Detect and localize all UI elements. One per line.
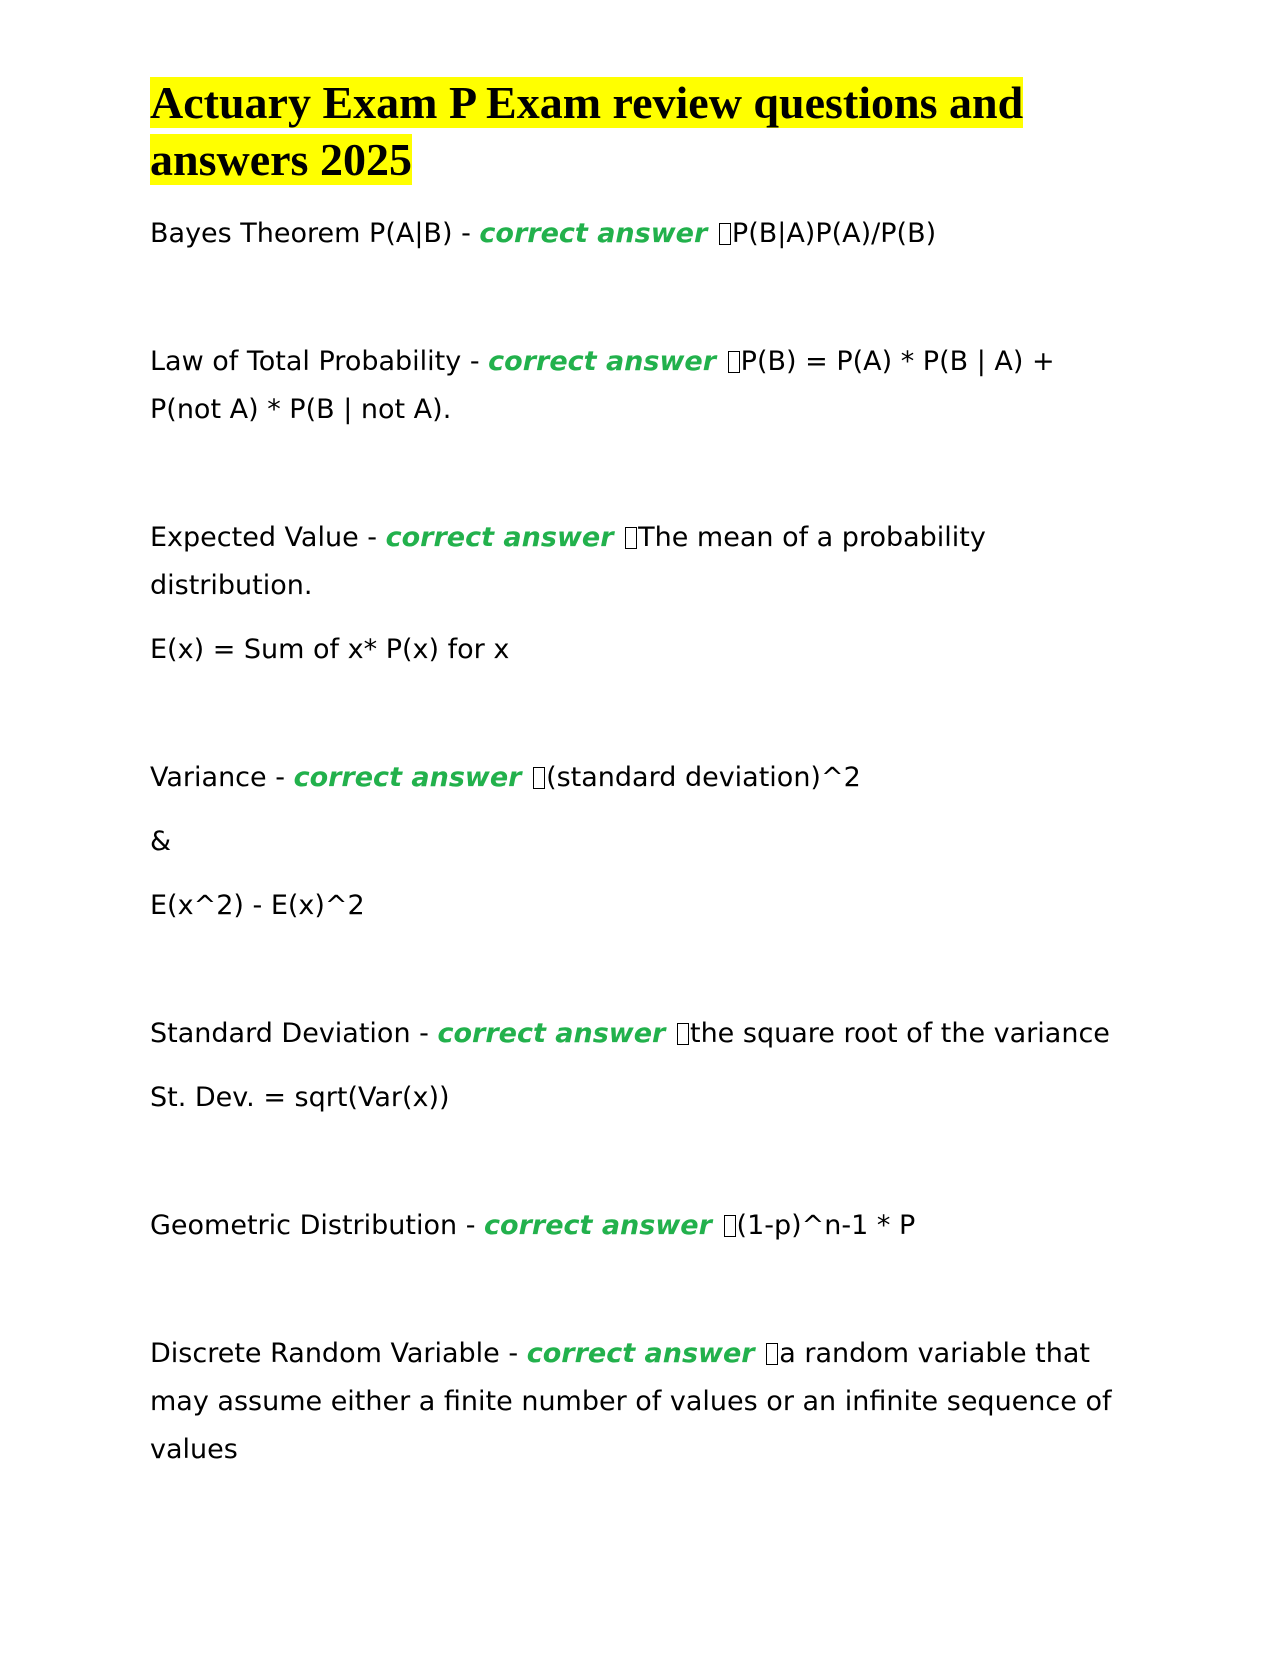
entry-spacer bbox=[150, 946, 1130, 1010]
correct-answer-marker: correct answer bbox=[437, 1018, 666, 1049]
document-title bbox=[150, 74, 1130, 188]
qa-term: Geometric Distribution bbox=[150, 1210, 458, 1241]
qa-answer: (1-p)^n-1 * P bbox=[736, 1210, 916, 1241]
qa-answer-line: E(x) = Sum of x* P(x) for x bbox=[150, 634, 510, 665]
correct-answer-marker: correct answer bbox=[293, 762, 522, 793]
qa-answer: (standard deviation)^2 bbox=[546, 762, 861, 793]
entry-spacer bbox=[150, 690, 1130, 754]
title-highlight: Actuary Exam P Exam review questions and answers 2025 bbox=[150, 77, 1024, 185]
qa-question-line: Variance - correct answer (standard deviation)^2 bbox=[150, 762, 861, 793]
qa-answer: P(B) = P(A) * P(B | A) + P(not A) * P(B | not A). bbox=[150, 346, 1055, 425]
entry-spacer bbox=[150, 1266, 1130, 1330]
qa-term: Expected Value bbox=[150, 522, 359, 553]
qa-term: Discrete Random Variable bbox=[150, 1338, 500, 1369]
qa-term: Standard Deviation bbox=[150, 1018, 411, 1049]
qa-entry-standard-deviation bbox=[150, 1010, 1130, 1122]
qa-question-line: Bayes Theorem P(A|B) - correct answer P(B|A)P(A)/P(B) bbox=[150, 218, 937, 249]
qa-term: Variance bbox=[150, 762, 267, 793]
qa-entry-discrete-random-variable bbox=[150, 1330, 1130, 1474]
correct-answer-marker: correct answer bbox=[385, 522, 614, 553]
correct-answer-marker: correct answer bbox=[484, 1210, 712, 1241]
qa-entry-expected-value bbox=[150, 514, 1130, 674]
qa-answer: the square root of the variance bbox=[689, 1018, 1110, 1049]
qa-term: Law of Total Probability bbox=[150, 346, 462, 377]
entry-spacer bbox=[150, 450, 1130, 514]
missing-glyph-icon bbox=[625, 527, 637, 549]
qa-entry-law-of-total-probability bbox=[150, 338, 1130, 434]
qa-answer: a random variable that may assume either a finite number of values or an infinite sequence of values bbox=[150, 1338, 1112, 1465]
correct-answer-marker: correct answer bbox=[526, 1338, 755, 1369]
entry-spacer bbox=[150, 274, 1130, 338]
document-page bbox=[150, 74, 1130, 1490]
qa-answer-line: St. Dev. = sqrt(Var(x)) bbox=[150, 1082, 450, 1113]
qa-entry-geometric-distribution bbox=[150, 1202, 1130, 1250]
qa-entry-variance bbox=[150, 754, 1130, 930]
correct-answer-marker: correct answer bbox=[488, 346, 717, 377]
qa-term: Bayes Theorem P(A|B) bbox=[150, 218, 453, 249]
missing-glyph-icon bbox=[719, 223, 731, 245]
missing-glyph-icon bbox=[677, 1023, 689, 1045]
qa-question-line: Geometric Distribution - correct answer (1-p)^n-1 * P bbox=[150, 1210, 916, 1241]
qa-question-line: Discrete Random Variable - correct answer a random variable that may assume either a finite number of values or an infinite sequence of values bbox=[150, 1338, 1112, 1465]
qa-answer-line: E(x^2) - E(x)^2 bbox=[150, 890, 365, 921]
entry-spacer bbox=[150, 1138, 1130, 1202]
missing-glyph-icon bbox=[533, 767, 545, 789]
correct-answer-marker: correct answer bbox=[479, 218, 708, 249]
qa-answer: P(B|A)P(A)/P(B) bbox=[731, 218, 937, 249]
missing-glyph-icon bbox=[724, 1215, 736, 1237]
qa-answer: The mean of a probability distribution. bbox=[150, 522, 986, 601]
missing-glyph-icon bbox=[766, 1343, 778, 1365]
qa-question-line: Expected Value - correct answer The mean of a probability distribution. bbox=[150, 522, 986, 601]
missing-glyph-icon bbox=[728, 351, 740, 373]
qa-answer-line: & bbox=[150, 826, 172, 857]
qa-question-line: Law of Total Probability - correct answer P(B) = P(A) * P(B | A) + P(not A) * P(B | not A). bbox=[150, 346, 1055, 425]
qa-entry-bayes-theorem bbox=[150, 210, 1130, 258]
qa-question-line: Standard Deviation - correct answer the square root of the variance bbox=[150, 1018, 1110, 1049]
qa-list bbox=[150, 210, 1130, 1474]
